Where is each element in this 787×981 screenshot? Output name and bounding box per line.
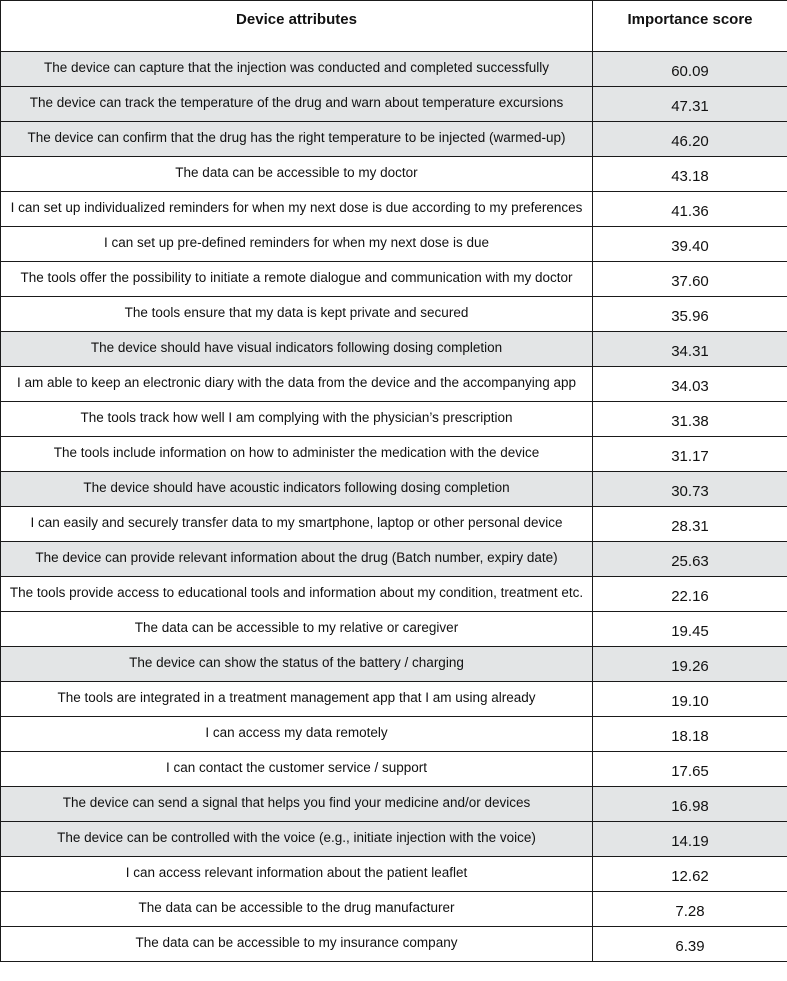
device-attribute-cell: I can access relevant information about the patient leaflet bbox=[1, 857, 593, 892]
device-attribute-cell: The tools are integrated in a treatment management app that I am using already bbox=[1, 682, 593, 717]
table-row bbox=[1, 752, 787, 787]
importance-score-cell: 31.17 bbox=[593, 437, 787, 472]
importance-score-cell: 60.09 bbox=[593, 52, 787, 87]
device-attribute-cell: The tools include information on how to administer the medication with the device bbox=[1, 437, 593, 472]
table-row bbox=[1, 87, 787, 122]
importance-score-cell: 28.31 bbox=[593, 507, 787, 542]
importance-score-cell: 25.63 bbox=[593, 542, 787, 577]
importance-score-cell: 16.98 bbox=[593, 787, 787, 822]
importance-score-cell: 47.31 bbox=[593, 87, 787, 122]
device-attribute-cell: The data can be accessible to my insurance company bbox=[1, 927, 593, 962]
header-importance-score: Importance score bbox=[593, 1, 787, 52]
header-device-attributes: Device attributes bbox=[1, 1, 593, 52]
device-attribute-cell: The device can show the status of the battery / charging bbox=[1, 647, 593, 682]
table-row bbox=[1, 507, 787, 542]
table-row bbox=[1, 52, 787, 87]
importance-score-cell: 6.39 bbox=[593, 927, 787, 962]
importance-score-cell: 39.40 bbox=[593, 227, 787, 262]
importance-score-cell: 19.45 bbox=[593, 612, 787, 647]
importance-score-cell: 31.38 bbox=[593, 402, 787, 437]
device-attribute-cell: I am able to keep an electronic diary with the data from the device and the accompanying app bbox=[1, 367, 593, 402]
importance-score-cell: 12.62 bbox=[593, 857, 787, 892]
table-row bbox=[1, 682, 787, 717]
table-row bbox=[1, 577, 787, 612]
table-row bbox=[1, 367, 787, 402]
table-row bbox=[1, 857, 787, 892]
importance-score-cell: 43.18 bbox=[593, 157, 787, 192]
device-attribute-cell: The data can be accessible to the drug manufacturer bbox=[1, 892, 593, 927]
device-attribute-cell: The tools provide access to educational tools and information about my condition, treatment etc. bbox=[1, 577, 593, 612]
importance-score-cell: 30.73 bbox=[593, 472, 787, 507]
importance-score-cell: 46.20 bbox=[593, 122, 787, 157]
table-row bbox=[1, 297, 787, 332]
table-row bbox=[1, 437, 787, 472]
table-row bbox=[1, 787, 787, 822]
table-row bbox=[1, 822, 787, 857]
importance-score-cell: 19.26 bbox=[593, 647, 787, 682]
header-row bbox=[1, 1, 787, 52]
device-attribute-cell: The device can capture that the injection was conducted and completed successfully bbox=[1, 52, 593, 87]
table-row bbox=[1, 192, 787, 227]
device-attribute-cell: The tools ensure that my data is kept private and secured bbox=[1, 297, 593, 332]
importance-score-cell: 14.19 bbox=[593, 822, 787, 857]
table-row bbox=[1, 612, 787, 647]
table-body bbox=[1, 52, 787, 962]
table-row bbox=[1, 647, 787, 682]
device-attribute-cell: I can contact the customer service / support bbox=[1, 752, 593, 787]
table-row bbox=[1, 332, 787, 367]
device-attribute-cell: The data can be accessible to my relative or caregiver bbox=[1, 612, 593, 647]
importance-score-cell: 19.10 bbox=[593, 682, 787, 717]
device-attribute-cell: I can set up individualized reminders for when my next dose is due according to my preferences bbox=[1, 192, 593, 227]
importance-score-cell: 18.18 bbox=[593, 717, 787, 752]
table-row bbox=[1, 227, 787, 262]
table-row bbox=[1, 157, 787, 192]
device-attribute-cell: The tools offer the possibility to initiate a remote dialogue and communication with my doctor bbox=[1, 262, 593, 297]
device-attribute-cell: The device should have visual indicators following dosing completion bbox=[1, 332, 593, 367]
device-attribute-cell: I can set up pre-defined reminders for when my next dose is due bbox=[1, 227, 593, 262]
table-row bbox=[1, 927, 787, 962]
device-attribute-cell: The device can provide relevant information about the drug (Batch number, expiry date) bbox=[1, 542, 593, 577]
table-row bbox=[1, 122, 787, 157]
importance-score-cell: 7.28 bbox=[593, 892, 787, 927]
device-attribute-cell: The device can track the temperature of the drug and warn about temperature excursions bbox=[1, 87, 593, 122]
device-attribute-cell: The device can be controlled with the voice (e.g., initiate injection with the voice) bbox=[1, 822, 593, 857]
table-row bbox=[1, 472, 787, 507]
importance-score-cell: 22.16 bbox=[593, 577, 787, 612]
device-attribute-cell: The device can confirm that the drug has the right temperature to be injected (warmed-up) bbox=[1, 122, 593, 157]
table-row bbox=[1, 402, 787, 437]
device-attribute-cell: The device should have acoustic indicators following dosing completion bbox=[1, 472, 593, 507]
device-attribute-cell: The tools track how well I am complying with the physician’s prescription bbox=[1, 402, 593, 437]
importance-score-cell: 34.31 bbox=[593, 332, 787, 367]
device-attribute-cell: I can access my data remotely bbox=[1, 717, 593, 752]
table-row bbox=[1, 262, 787, 297]
importance-score-cell: 17.65 bbox=[593, 752, 787, 787]
table-row bbox=[1, 892, 787, 927]
importance-score-cell: 37.60 bbox=[593, 262, 787, 297]
device-attribute-cell: I can easily and securely transfer data to my smartphone, laptop or other personal device bbox=[1, 507, 593, 542]
importance-score-cell: 41.36 bbox=[593, 192, 787, 227]
device-attribute-cell: The device can send a signal that helps you find your medicine and/or devices bbox=[1, 787, 593, 822]
table-row bbox=[1, 717, 787, 752]
device-attribute-cell: The data can be accessible to my doctor bbox=[1, 157, 593, 192]
importance-score-cell: 34.03 bbox=[593, 367, 787, 402]
table-row bbox=[1, 542, 787, 577]
importance-score-cell: 35.96 bbox=[593, 297, 787, 332]
